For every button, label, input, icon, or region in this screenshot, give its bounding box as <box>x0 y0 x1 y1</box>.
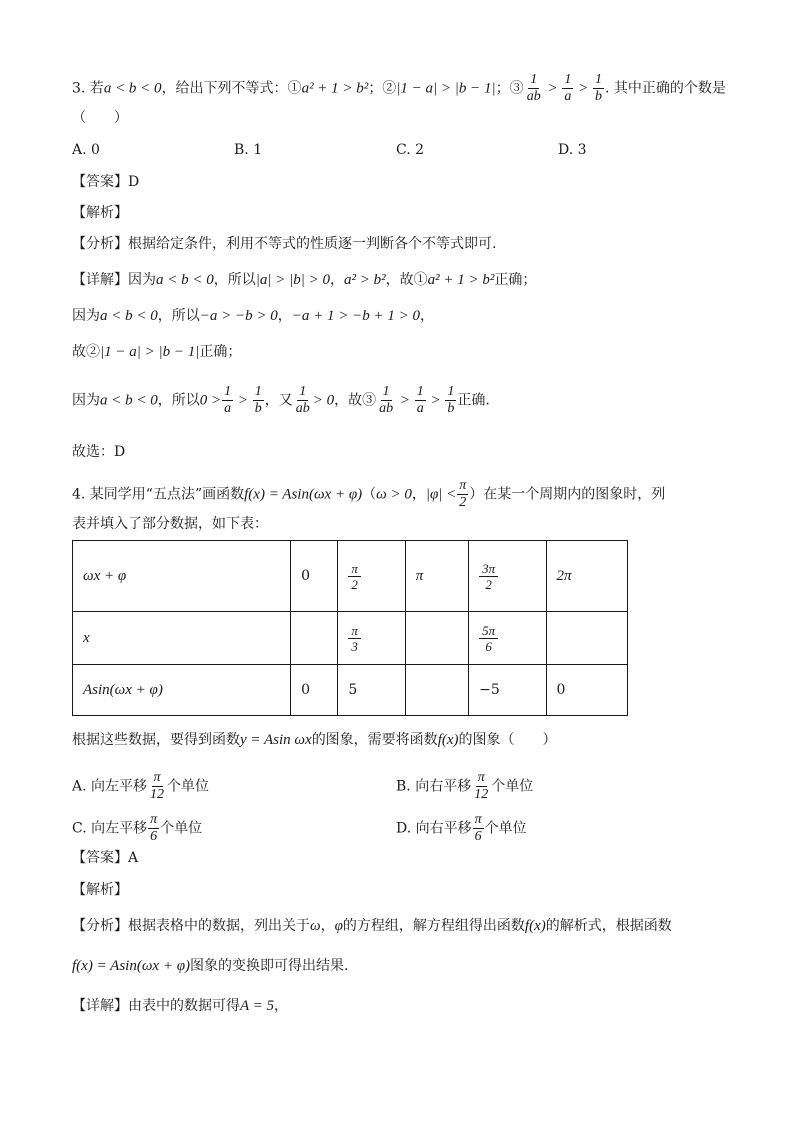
q3-detail-line1 <box>72 270 536 290</box>
table-row <box>73 612 628 665</box>
detail-tag: 【详解】 <box>72 998 128 1014</box>
frac-num: 1 <box>564 72 572 87</box>
text: ）在某一个周期内的图象时，列 <box>469 486 666 503</box>
math: f(x) = Asin(ωx + φ) <box>244 486 363 503</box>
q4-option-d <box>396 812 527 845</box>
text: ，故① <box>385 272 428 288</box>
cell-text: 0 <box>556 682 566 698</box>
frac-den: ab <box>295 401 310 416</box>
frac-num: 1 <box>299 384 307 399</box>
q3-option-c: C. 2 <box>396 142 425 158</box>
frac-num: π <box>474 812 482 827</box>
text: A. 向左平移 <box>72 778 148 795</box>
cell-text: 2π <box>556 567 572 584</box>
text: 图象的变换即可得出结果. <box>190 958 349 974</box>
q3-ineq1: a² + 1 > b² <box>301 80 369 97</box>
text: C. 向左平移 <box>72 820 148 837</box>
frac-den: a <box>564 89 572 104</box>
cell-text: −5 <box>479 682 500 698</box>
frac-den: ab <box>526 89 541 104</box>
math: A = 5 <box>240 998 275 1014</box>
fenxi-tag: 【分析】 <box>72 918 128 934</box>
text: 因为 <box>72 308 100 324</box>
q3-condition: a < b < 0 <box>103 80 162 97</box>
cell-frac <box>348 623 361 654</box>
text: ，所以 <box>157 392 200 409</box>
q3-option-b: B. 1 <box>234 142 263 158</box>
math: a < b < 0 <box>100 392 158 409</box>
frac-num: 5π <box>479 623 498 639</box>
fenxi-tag: 【分析】 <box>72 236 128 252</box>
q4-answer-line <box>72 848 138 868</box>
q3-detail-line2 <box>72 306 434 326</box>
math: f(x) = Asin(ωx + φ) <box>72 958 190 974</box>
q3-detail-line3 <box>72 342 241 362</box>
frac-den: 12 <box>150 787 165 802</box>
frac-den: a <box>416 401 424 416</box>
q4-option-a <box>72 770 209 803</box>
q4-stem-line2: 表并填入了部分数据，如下表： <box>72 516 268 532</box>
frac-pi-2 <box>457 478 468 511</box>
frac-num: π <box>348 561 361 577</box>
math: 0 > <box>199 392 222 409</box>
detail-tag: 【详解】 <box>72 272 128 288</box>
table-cell <box>405 665 468 716</box>
text: 根据这些数据，要得到函数 <box>72 732 240 748</box>
frac-den: 12 <box>474 787 489 802</box>
text: 正确. <box>457 392 490 409</box>
text: ， <box>419 308 434 324</box>
frac-1-b <box>253 384 264 417</box>
q4-option-c <box>72 812 202 845</box>
text: ， <box>277 308 292 324</box>
text: ，所以 <box>213 272 256 288</box>
frac-pi-12 <box>148 770 166 803</box>
q3-fenxi-line <box>72 234 496 254</box>
q3-ineq2-prefix: ；② <box>368 80 397 97</box>
cell-text: 0 <box>301 568 311 584</box>
q3-option-d: D. 3 <box>558 142 587 158</box>
table-row <box>73 665 628 716</box>
answer-tag: 【答案】 <box>72 850 128 866</box>
frac-den: 2 <box>485 576 492 592</box>
frac-den: 6 <box>485 638 492 654</box>
q3-paren: （ ） <box>72 110 128 126</box>
text: 的图象，需要将函数 <box>311 732 438 748</box>
math: a² > b² <box>344 272 386 288</box>
text: 故② <box>72 344 100 360</box>
frac-num: 3π <box>479 561 498 577</box>
table-cell <box>73 541 291 612</box>
text: 个单位 <box>160 820 203 837</box>
q4-fenxi-line1 <box>72 916 672 936</box>
frac-num: 1 <box>224 384 232 399</box>
math: −a > −b > 0 <box>199 308 278 324</box>
table-cell <box>469 541 546 612</box>
frac-1-a <box>415 384 426 417</box>
q3-mid: ，给出下列不等式：① <box>161 80 302 97</box>
frac-num: 1 <box>254 384 262 399</box>
text: 个单位 <box>491 778 534 795</box>
text: ，故③ <box>334 392 377 409</box>
math: > 0 <box>312 392 335 409</box>
frac-pi-12 <box>472 770 490 803</box>
cell-text: ωx + φ <box>83 567 127 584</box>
q3-frac-1-a <box>562 72 573 105</box>
q4-stem-line1 <box>72 478 665 511</box>
text: ， <box>330 272 344 288</box>
table-cell <box>469 612 546 665</box>
table-cell <box>405 612 468 665</box>
frac-den: b <box>447 401 455 416</box>
frac-pi-6 <box>148 812 159 845</box>
table-cell <box>546 665 627 716</box>
table-cell <box>291 665 338 716</box>
frac-1-a <box>222 384 233 417</box>
frac-1-ab <box>377 384 395 417</box>
q4-detail-line <box>72 996 288 1016</box>
math: ω > 0 <box>376 486 412 503</box>
math: |φ| < <box>425 486 457 503</box>
table-cell <box>291 541 338 612</box>
frac-num: 1 <box>382 384 390 399</box>
q4-fenxi-line2 <box>72 956 348 976</box>
q3-tail: . 其中正确的个数是 <box>604 80 726 97</box>
math: |a| > |b| > 0 <box>255 272 330 288</box>
q3-answer: D <box>128 174 140 190</box>
cell-frac <box>348 561 361 592</box>
text: 因为 <box>128 272 156 288</box>
text: 个单位 <box>484 820 527 837</box>
five-point-table <box>72 540 628 716</box>
q3-answer-line <box>72 172 139 192</box>
q4-question-line <box>72 730 557 750</box>
frac-pi-6 <box>473 812 484 845</box>
frac-den: b <box>594 89 602 104</box>
frac-num: π <box>459 478 467 493</box>
text: 根据表格中的数据，列出关于 <box>128 918 310 934</box>
frac-den: 2 <box>459 495 467 510</box>
math: −a + 1 > −b + 1 > 0 <box>291 308 420 324</box>
frac-num: π <box>150 812 158 827</box>
text: 正确； <box>494 272 537 288</box>
frac-den: b <box>254 401 262 416</box>
text: 正确； <box>199 344 242 360</box>
frac-den: 2 <box>351 576 358 592</box>
q3-option-a: A. 0 <box>72 142 100 158</box>
cell-text: π <box>415 567 424 584</box>
frac-num: 1 <box>594 72 602 87</box>
cell-text: 5 <box>348 682 358 698</box>
table-cell <box>469 665 546 716</box>
q3-ineq3-prefix: ；③ <box>495 80 524 97</box>
table-cell <box>405 541 468 612</box>
q3-frac-1-b <box>593 72 604 105</box>
text: ， <box>274 998 289 1014</box>
math: ω <box>310 918 321 934</box>
frac-num: 1 <box>530 72 538 87</box>
q3-fenxi: 根据给定条件，利用不等式的性质逐一判断各个不等式即可. <box>128 236 497 252</box>
frac-num: 1 <box>447 384 455 399</box>
table-row <box>73 541 628 612</box>
cell-text: 0 <box>301 682 311 698</box>
table-cell <box>73 665 291 716</box>
cell-frac <box>479 623 498 654</box>
frac-den: ab <box>379 401 394 416</box>
q3-detail-line4: 因为a < b < 0，所以0 > $\frac{1}{a}$ > $\frac{1}{b}$ ，又 $\frac{1}{ab}$ > 0，故③ $\frac{1}{ab}$ > $\frac{1}{a}$ > $\frac{1}{b}$ 正确. <box>72 384 490 416</box>
frac-den: a <box>224 401 232 416</box>
q4-answer: A <box>128 850 139 866</box>
math: f(x) <box>437 732 459 748</box>
table-cell <box>546 541 627 612</box>
math: a < b < 0 <box>156 272 214 288</box>
q3-ineq2: |1 − a| > |b − 1| <box>396 80 496 97</box>
math: y = Asin ωx <box>240 732 312 748</box>
frac-1-b <box>445 384 456 417</box>
table-cell <box>338 612 405 665</box>
q3-lead: 3. 若 <box>72 80 104 97</box>
text: 的解析式，根据函数 <box>545 918 672 934</box>
frac-den: 3 <box>351 638 358 654</box>
text: ，又 <box>264 392 293 409</box>
frac-num: π <box>153 770 161 785</box>
frac-num: π <box>348 623 361 639</box>
table-cell <box>73 612 291 665</box>
text: 由表中的数据可得 <box>128 998 240 1014</box>
cell-text: Asin(ωx + φ) <box>83 681 163 698</box>
table-cell <box>291 612 338 665</box>
math: φ <box>334 918 343 934</box>
math: |1 − a| > |b − 1| <box>100 344 200 360</box>
table-cell <box>338 541 405 612</box>
q4-option-b <box>396 770 533 803</box>
cell-frac <box>479 561 498 592</box>
q3-frac-1-ab <box>525 72 543 105</box>
frac-num: 1 <box>416 384 424 399</box>
frac-1-ab <box>294 384 312 417</box>
frac-num: π <box>477 770 485 785</box>
text: B. 向右平移 <box>396 778 472 795</box>
text: ， <box>320 918 335 934</box>
answer-tag: 【答案】 <box>72 174 128 190</box>
text: （ <box>362 486 377 503</box>
math: a² + 1 > b² <box>427 272 495 288</box>
text: D. 向右平移 <box>396 820 472 837</box>
text: 因为 <box>72 392 100 409</box>
q3-analysis-tag: 【解析】 <box>72 205 128 221</box>
text: 4. 某同学用“五点法”画函数 <box>72 486 245 503</box>
table-cell <box>338 665 405 716</box>
frac-den: 6 <box>474 829 482 844</box>
text: ， <box>411 486 426 503</box>
text: 的方程组，解方程组得出函数 <box>342 918 525 934</box>
text: 的图象（ ） <box>458 732 557 748</box>
q3-choose: 故选：D <box>72 444 126 460</box>
math: a < b < 0 <box>100 308 158 324</box>
q3-stem: 3. 若a < b < 0，给出下列不等式：①a² + 1 > b²；②|1 − a| > |b − 1|；③ $\frac{1}{ab}$ > $\frac{1}{a}$ > $\frac{1}{b}$ . 其中正确的个数是 <box>72 72 726 104</box>
cell-text: x <box>83 629 90 646</box>
text: ，所以 <box>157 308 200 324</box>
frac-den: 6 <box>150 829 158 844</box>
table-cell <box>546 612 627 665</box>
text: 个单位 <box>167 778 210 795</box>
math: f(x) <box>524 918 546 934</box>
q4-analysis-tag: 【解析】 <box>72 882 128 898</box>
